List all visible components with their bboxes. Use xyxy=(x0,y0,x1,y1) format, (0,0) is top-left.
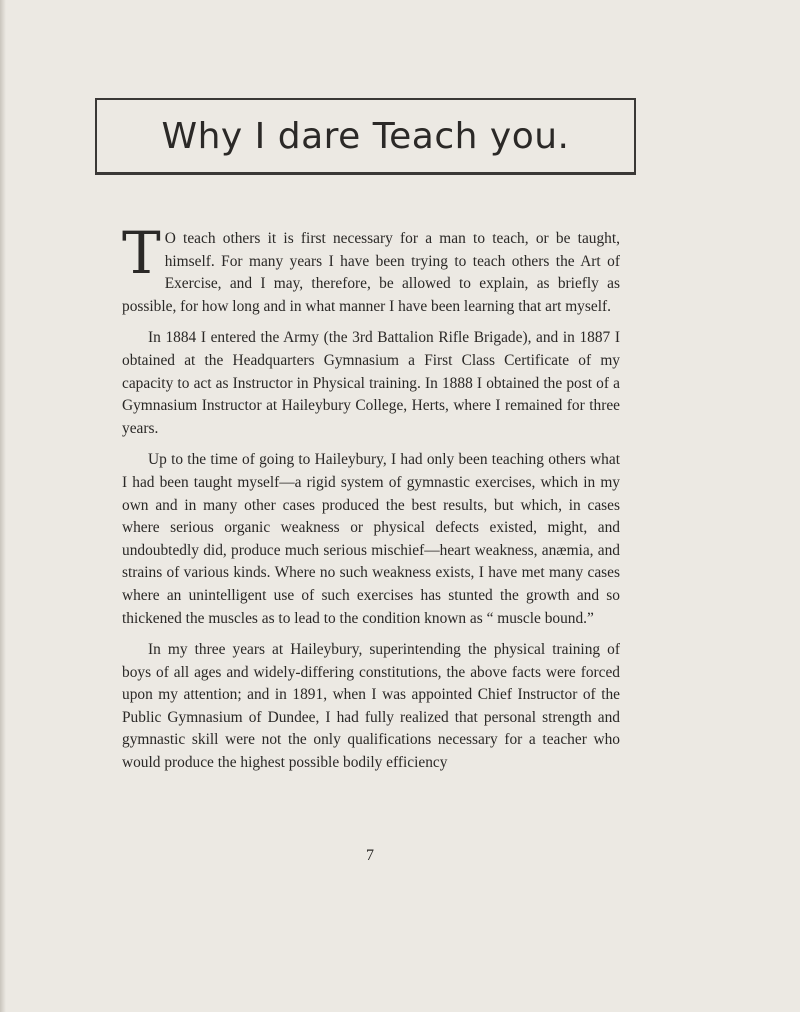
drop-cap: T xyxy=(122,219,161,287)
body-text xyxy=(122,219,620,784)
paragraph-4: In my three years at Haileybury, superintending the physical training of boys of all ages and widely-differing constitutions, the above facts were forced upon my attention; and in 1891, when I was appointed Chief Instructor of the Public Gymnasium of Dundee, I had fully realized that personal strength and gymnastic skill were not the only qualifications necessary for a teacher who would produce the highest possible bodily efficiency xyxy=(122,641,620,772)
page-title: Why I dare Teach you. xyxy=(161,115,570,157)
paragraph-3: Up to the time of going to Haileybury, I had only been teaching others what I had been taught myself—a rigid system of gymnastic exercises, which in my own and in many other cases produced the best results, but which, in cases where serious organic weakness or physical defects existed, might, and undoubtedly did, produce much serious mischief—heart weakness, anæmia, and strains of various kinds. Where no such weakness exists, I have met many cases where an unintelligent use of such exercises has stunted the growth and so thickened the muscles as to lead to the condition known as “ muscle bound.” xyxy=(122,451,620,627)
paragraph-1 xyxy=(122,219,620,318)
page-number: 7 xyxy=(366,847,374,864)
paragraph-2: In 1884 I entered the Army (the 3rd Battalion Rifle Brigade), and in 1887 I obtained at the Headquarters Gymnasium a First Class Certificate of my capacity to act as Instructor in Physical training. In 1888 I obtained the post of a Gymnasium Instructor at Haileybury College, Herts, where I remained for three years. xyxy=(122,329,620,437)
title-box xyxy=(95,98,636,175)
paragraph-1-text: O teach others it is first necessary for a man to teach, or be taught, himself. For many years I have been trying to teach others the Art of Exercise, and I may, therefore, be allowed to explain, as briefly as possible, for how long and in what manner I have been learning that art myself. xyxy=(122,230,620,315)
